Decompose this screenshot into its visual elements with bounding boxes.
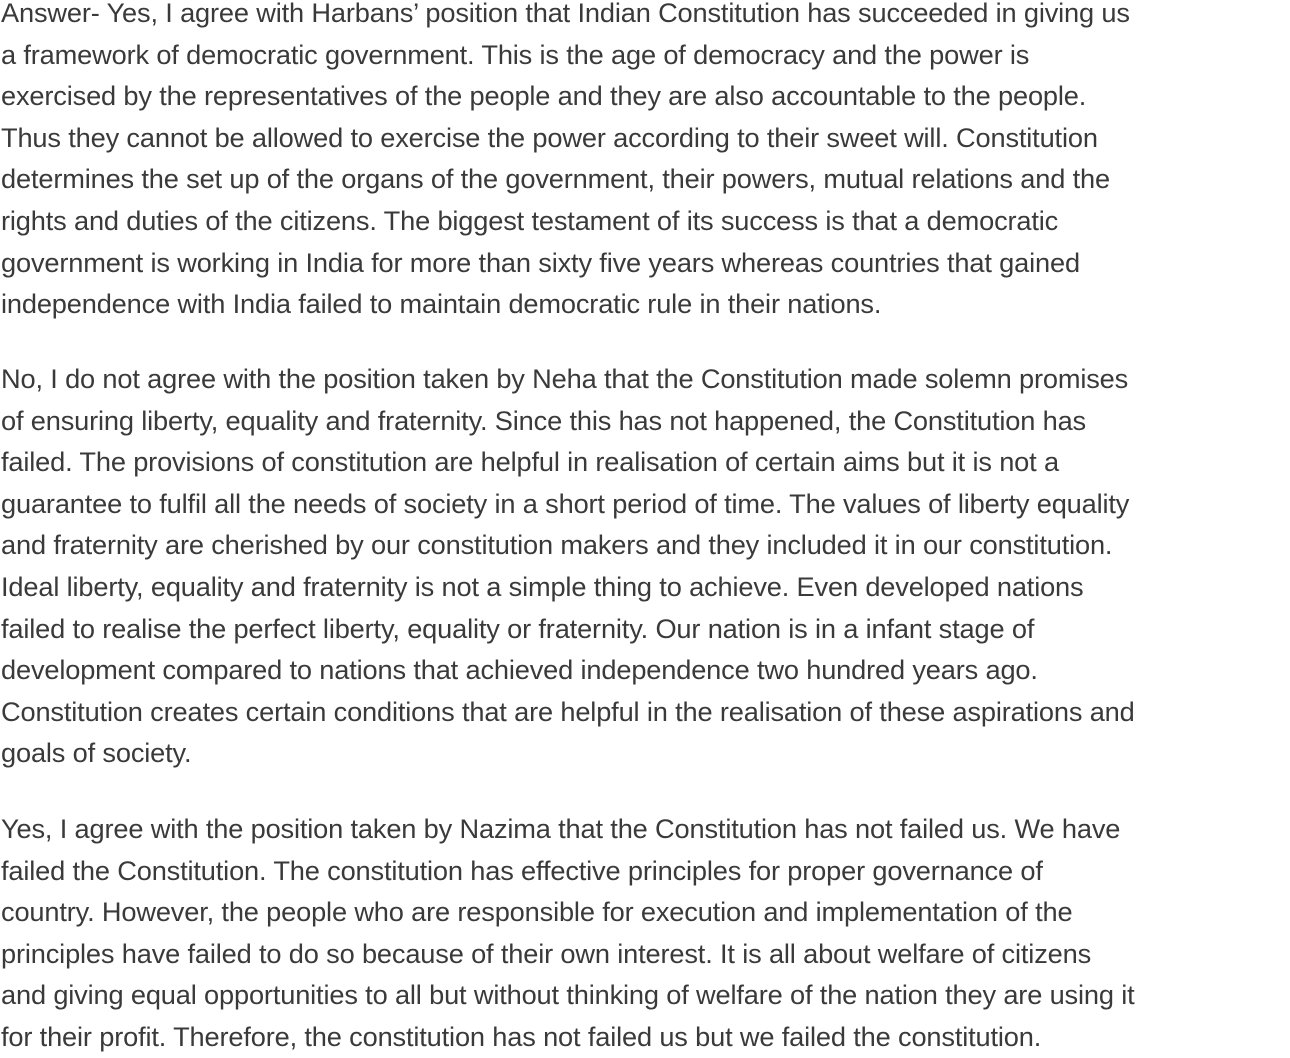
text-line: of ensuring liberty, equality and fraternity. Since this has not happened, the Constitution has: [1, 404, 1086, 436]
text-line: for their profit. Therefore, the constitution has not failed us but we failed the constitution.: [1, 1020, 1042, 1052]
text-line: and fraternity are cherished by our constitution makers and they included it in our constitution.: [1, 529, 1113, 561]
text-line: failed the Constitution. The constitution has effective principles for proper governance of: [1, 854, 1043, 886]
text-line: Ideal liberty, equality and fraternity is not a simple thing to achieve. Even developed nations: [1, 570, 1084, 602]
text-line: and giving equal opportunities to all but without thinking of welfare of the nation they are using it: [1, 979, 1135, 1011]
text-line: guarantee to fulfil all the needs of society in a short period of time. The values of liberty equality: [1, 487, 1130, 519]
text-line: government is working in India for more than sixty five years whereas countries that gained: [1, 246, 1080, 278]
answer-paragraph-neha: [1, 358, 1135, 774]
text-line: country. However, the people who are responsible for execution and implementation of the: [1, 896, 1073, 928]
text-line: development compared to nations that achieved independence two hundred years ago.: [1, 654, 1038, 686]
text-line: No, I do not agree with the position taken by Neha that the Constitution made solemn promises: [1, 363, 1129, 394]
text-line: failed to realise the perfect liberty, equality or fraternity. Our nation is in a infant stage of: [1, 612, 1035, 644]
text-line: Thus they cannot be allowed to exercise the power according to their sweet will. Constitution: [1, 121, 1098, 153]
text-line: failed. The provisions of constitution are helpful in realisation of certain aims but it is not a: [1, 446, 1059, 478]
text-line: Constitution creates certain conditions that are helpful in the realisation of these aspirations and: [1, 695, 1135, 727]
text-line: exercised by the representatives of the people and they are also accountable to the people.: [1, 80, 1087, 112]
text-line: principles have failed to do so because of their own interest. It is all about welfare of citizens: [1, 937, 1092, 969]
text-line: Answer- Yes, I agree with Harbans’ position that Indian Constitution has succeeded in giving us: [1, 0, 1130, 28]
answer-paragraph-nazima: [1, 808, 1135, 1058]
answer-paragraph-harbans: [1, 0, 1130, 325]
text-line: rights and duties of the citizens. The biggest testament of its success is that a democratic: [1, 204, 1059, 236]
text-line: a framework of democratic government. This is the age of democracy and the power is: [1, 38, 1030, 70]
text-line: determines the set up of the organs of the government, their powers, mutual relations and the: [1, 163, 1110, 195]
text-line: goals of society.: [1, 737, 192, 769]
text-line: Yes, I agree with the position taken by Nazima that the Constitution has not failed us. We have: [1, 813, 1121, 844]
text-line: independence with India failed to maintain democratic rule in their nations.: [1, 288, 882, 320]
